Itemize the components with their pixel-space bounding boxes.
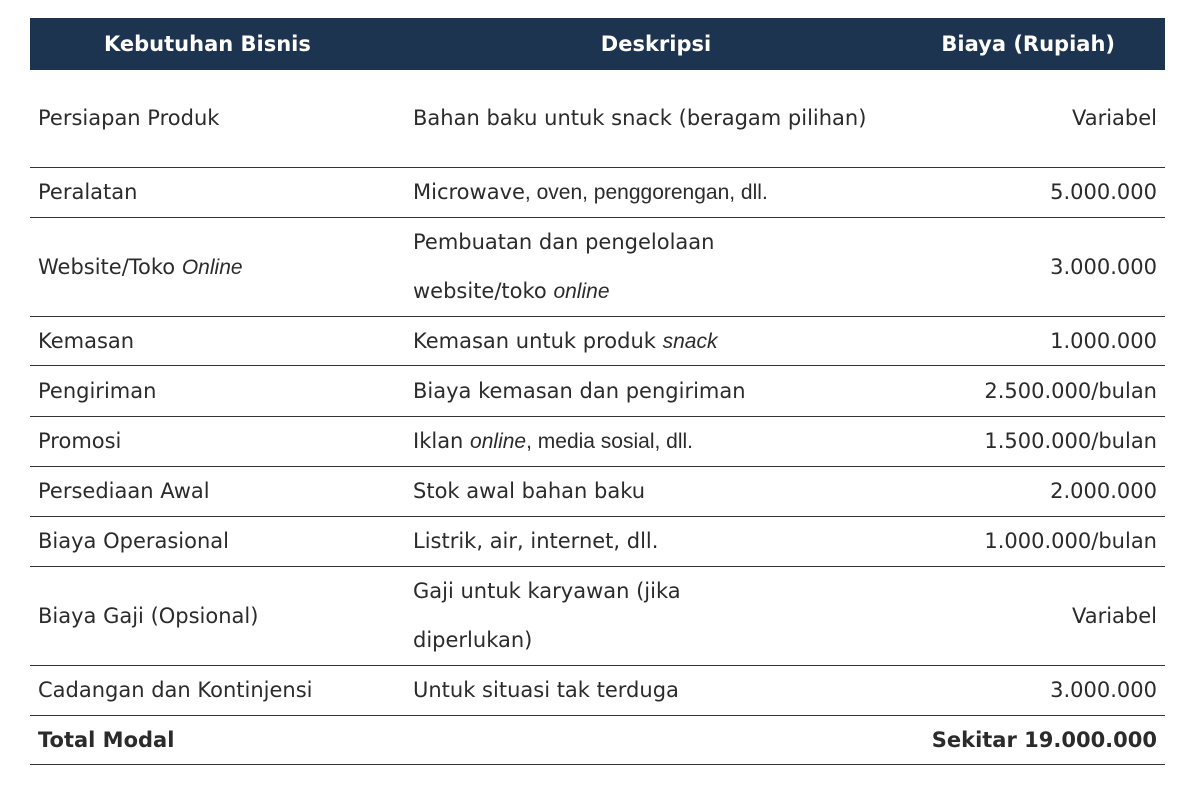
cell-need-part: Website/Toko [38,254,182,279]
cell-desc-line: Pembuatan dan pengelolaan [413,230,715,254]
table-row [30,317,1165,366]
cell-desc-line: diperlukan) [413,628,533,652]
cell-desc-line: Gaji untuk karyawan (jika [413,579,681,603]
cell-desc-line [413,267,906,316]
cell-desc: Untuk situasi tak terduga [406,666,906,716]
cell-desc-part: , media sosial, dll. [526,430,694,453]
header-kebutuhan-bisnis: Kebutuhan Bisnis [30,18,406,70]
header-deskripsi: Deskripsi [406,18,906,70]
cell-desc [406,70,906,168]
cell-need-italic: Online [181,255,243,279]
cell-desc-italic: online [470,430,527,453]
cell-need: Biaya Operasional [30,517,406,567]
cell-cost: Variabel [906,70,1165,168]
cell-need: Promosi [30,417,406,467]
cell-desc-part: Iklan [413,429,471,453]
cell-need: Persediaan Awal [30,467,406,517]
table-row [30,366,1165,417]
table-row [30,567,1165,666]
cell-need: Pengiriman [30,366,406,417]
cell-desc [406,317,906,366]
cell-desc [406,218,906,317]
total-label: Total Modal [30,716,406,765]
cell-need: Biaya Gaji (Opsional) [30,567,406,666]
cell-desc-italic: snack [662,329,718,353]
table-row [30,467,1165,517]
cell-cost: 2.500.000/bulan [906,366,1165,417]
cell-need: Cadangan dan Kontinjensi [30,666,406,716]
table-header-row [30,18,1165,70]
cell-desc: Stok awal bahan baku [406,467,906,517]
cell-desc [406,168,906,218]
cell-need [30,218,406,317]
cell-cost: Variabel [906,567,1165,666]
table-row [30,168,1165,218]
cell-cost: 2.000.000 [906,467,1165,517]
total-row [30,716,1165,765]
cell-desc: Biaya kemasan dan pengiriman [406,366,906,417]
cell-desc [406,417,906,467]
total-desc-empty [406,716,906,765]
table-row [30,218,1165,317]
cell-desc-part: Microwave [413,180,525,204]
cell-desc-italic: online [553,280,610,303]
cell-desc: Listrik, air, internet, dll. [406,517,906,567]
cell-need: Persiapan Produk [30,70,406,168]
cell-cost: 5.000.000 [906,168,1165,218]
cell-cost: 3.000.000 [906,666,1165,716]
cell-desc-part: , oven, penggorengan, dll. [524,181,768,204]
table-row [30,70,1165,168]
header-biaya: Biaya (Rupiah) [906,18,1165,70]
cell-need: Kemasan [30,317,406,366]
total-value: Sekitar 19.000.000 [906,716,1165,765]
table-row [30,517,1165,567]
business-cost-table-container [30,18,1165,765]
cell-cost: 1.000.000/bulan [906,517,1165,567]
cell-cost: 1.000.000 [906,317,1165,366]
cell-cost: 1.500.000/bulan [906,417,1165,467]
cell-cost: 3.000.000 [906,218,1165,317]
cell-desc [406,567,906,666]
table-row [30,417,1165,467]
cell-desc-text: Bahan baku untuk snack (beragam pilihan) [413,106,867,130]
cell-desc-part: website/toko [413,279,554,303]
business-cost-table [30,18,1165,765]
cell-desc-part: Kemasan untuk produk [413,328,663,353]
table-row [30,666,1165,716]
cell-need: Peralatan [30,168,406,218]
